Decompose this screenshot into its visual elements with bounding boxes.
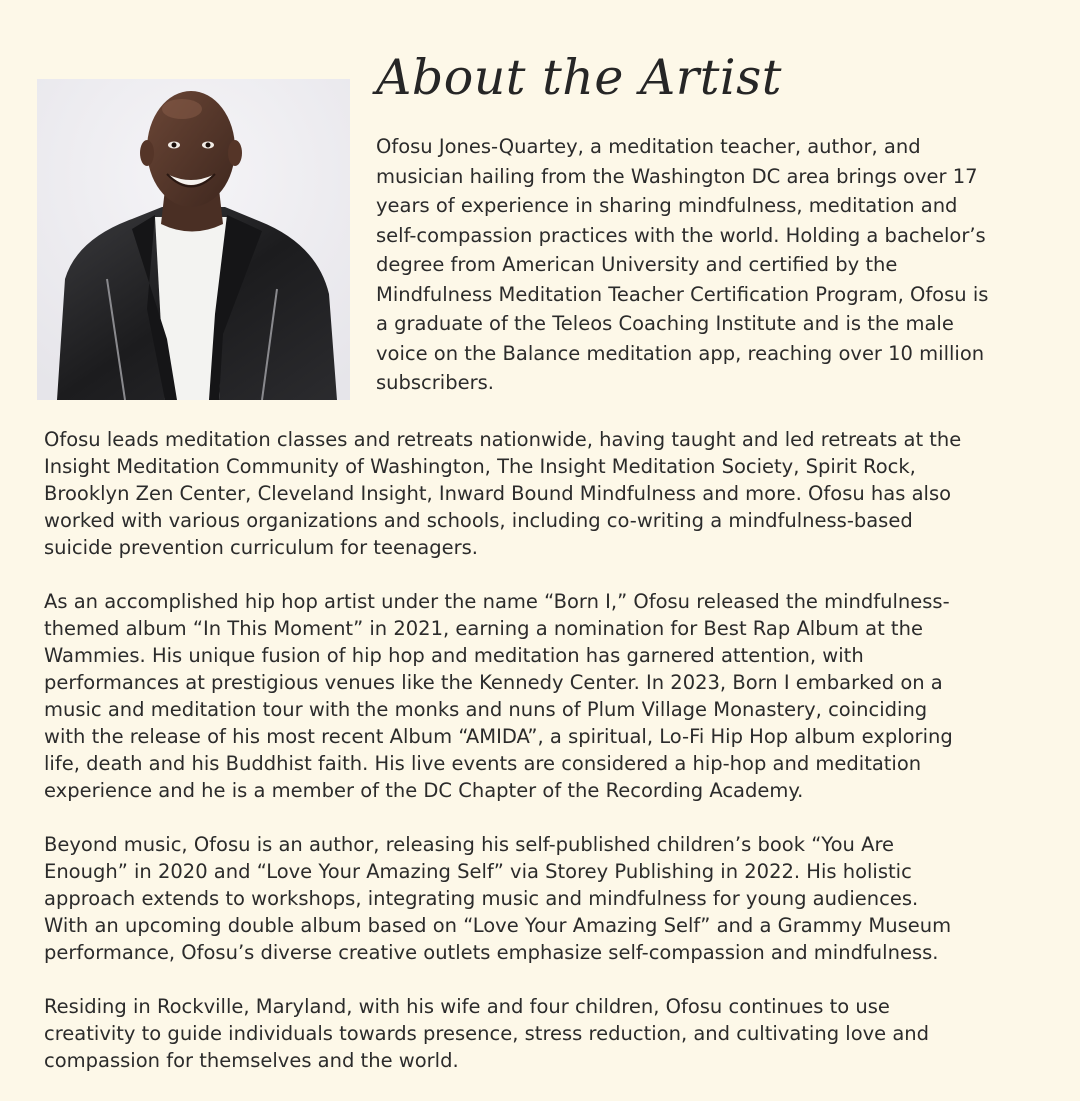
paragraph-author — [44, 831, 1064, 966]
text-line: with the release of his most recent Album “AMIDA”, a spiritual, Lo-Fi Hip Hop album exploring — [44, 725, 953, 748]
text-line: subscribers. — [376, 371, 494, 394]
text-line: Brooklyn Zen Center, Cleveland Insight, Inward Bound Mindfulness and more. Ofosu has also — [44, 482, 952, 505]
text-line: years of experience in sharing mindfulness, meditation and — [376, 194, 958, 217]
text-line: worked with various organizations and schools, including co-writing a mindfulness-based — [44, 509, 913, 532]
text-line: approach extends to workshops, integrating music and mindfulness for young audiences. — [44, 887, 919, 910]
text-line: Residing in Rockville, Maryland, with his wife and four children, Ofosu continues to use — [44, 995, 890, 1018]
text-line: Insight Meditation Community of Washington, The Insight Meditation Society, Spirit Rock, — [44, 455, 916, 478]
text-line: Wammies. His unique fusion of hip hop and meditation has garnered attention, with — [44, 644, 864, 667]
text-line: With an upcoming double album based on “Love Your Amazing Self” and a Grammy Museum — [44, 914, 952, 937]
text-line: Ofosu leads meditation classes and retreats nationwide, having taught and led retreats at the — [44, 428, 962, 451]
text-line: music and meditation tour with the monks and nuns of Plum Village Monastery, coinciding — [44, 698, 928, 721]
text-line: Enough” in 2020 and “Love Your Amazing Self” via Storey Publishing in 2022. His holistic — [44, 860, 912, 883]
text-line: Beyond music, Ofosu is an author, releasing his self-published children’s book “You Are — [44, 833, 895, 856]
text-line: musician hailing from the Washington DC area brings over 17 — [376, 164, 978, 188]
intro-paragraph — [376, 132, 1056, 398]
artist-portrait-icon — [37, 79, 350, 400]
text-line: themed album “In This Moment” in 2021, earning a nomination for Best Rap Album at the — [44, 617, 923, 640]
paragraph-teaching — [44, 426, 1064, 561]
paragraph-music — [44, 588, 1064, 804]
text-line: suicide prevention curriculum for teenagers. — [44, 536, 479, 559]
paragraph-residence — [44, 993, 1064, 1074]
text-line: compassion for themselves and the world. — [44, 1049, 459, 1072]
text-line: self-compassion practices with the world. Holding a bachelor’s — [376, 223, 986, 247]
biography-body — [44, 426, 1064, 1101]
text-line: Ofosu Jones-Quartey, a meditation teacher, author, and — [376, 135, 921, 158]
text-line: performances at prestigious venues like the Kennedy Center. In 2023, Born I embarked on a — [44, 671, 943, 694]
artist-photo — [37, 79, 350, 400]
page-title: About the Artist — [376, 49, 782, 106]
text-line: Mindfulness Meditation Teacher Certification Program, Ofosu is — [376, 282, 989, 306]
text-line: As an accomplished hip hop artist under the name “Born I,” Ofosu released the mindfulness- — [44, 590, 950, 613]
text-line: creativity to guide individuals towards presence, stress reduction, and cultivating love and — [44, 1022, 930, 1045]
text-line: degree from American University and certified by the — [376, 253, 898, 276]
text-line: performance, Ofosu’s diverse creative outlets emphasize self-compassion and mindfulness. — [44, 941, 939, 964]
text-line: experience and he is a member of the DC Chapter of the Recording Academy. — [44, 779, 804, 802]
text-line: life, death and his Buddhist faith. His live events are considered a hip-hop and meditation — [44, 752, 922, 775]
text-line: voice on the Balance meditation app, reaching over 10 million — [376, 341, 985, 365]
text-line: a graduate of the Teleos Coaching Institute and is the male — [376, 312, 954, 335]
